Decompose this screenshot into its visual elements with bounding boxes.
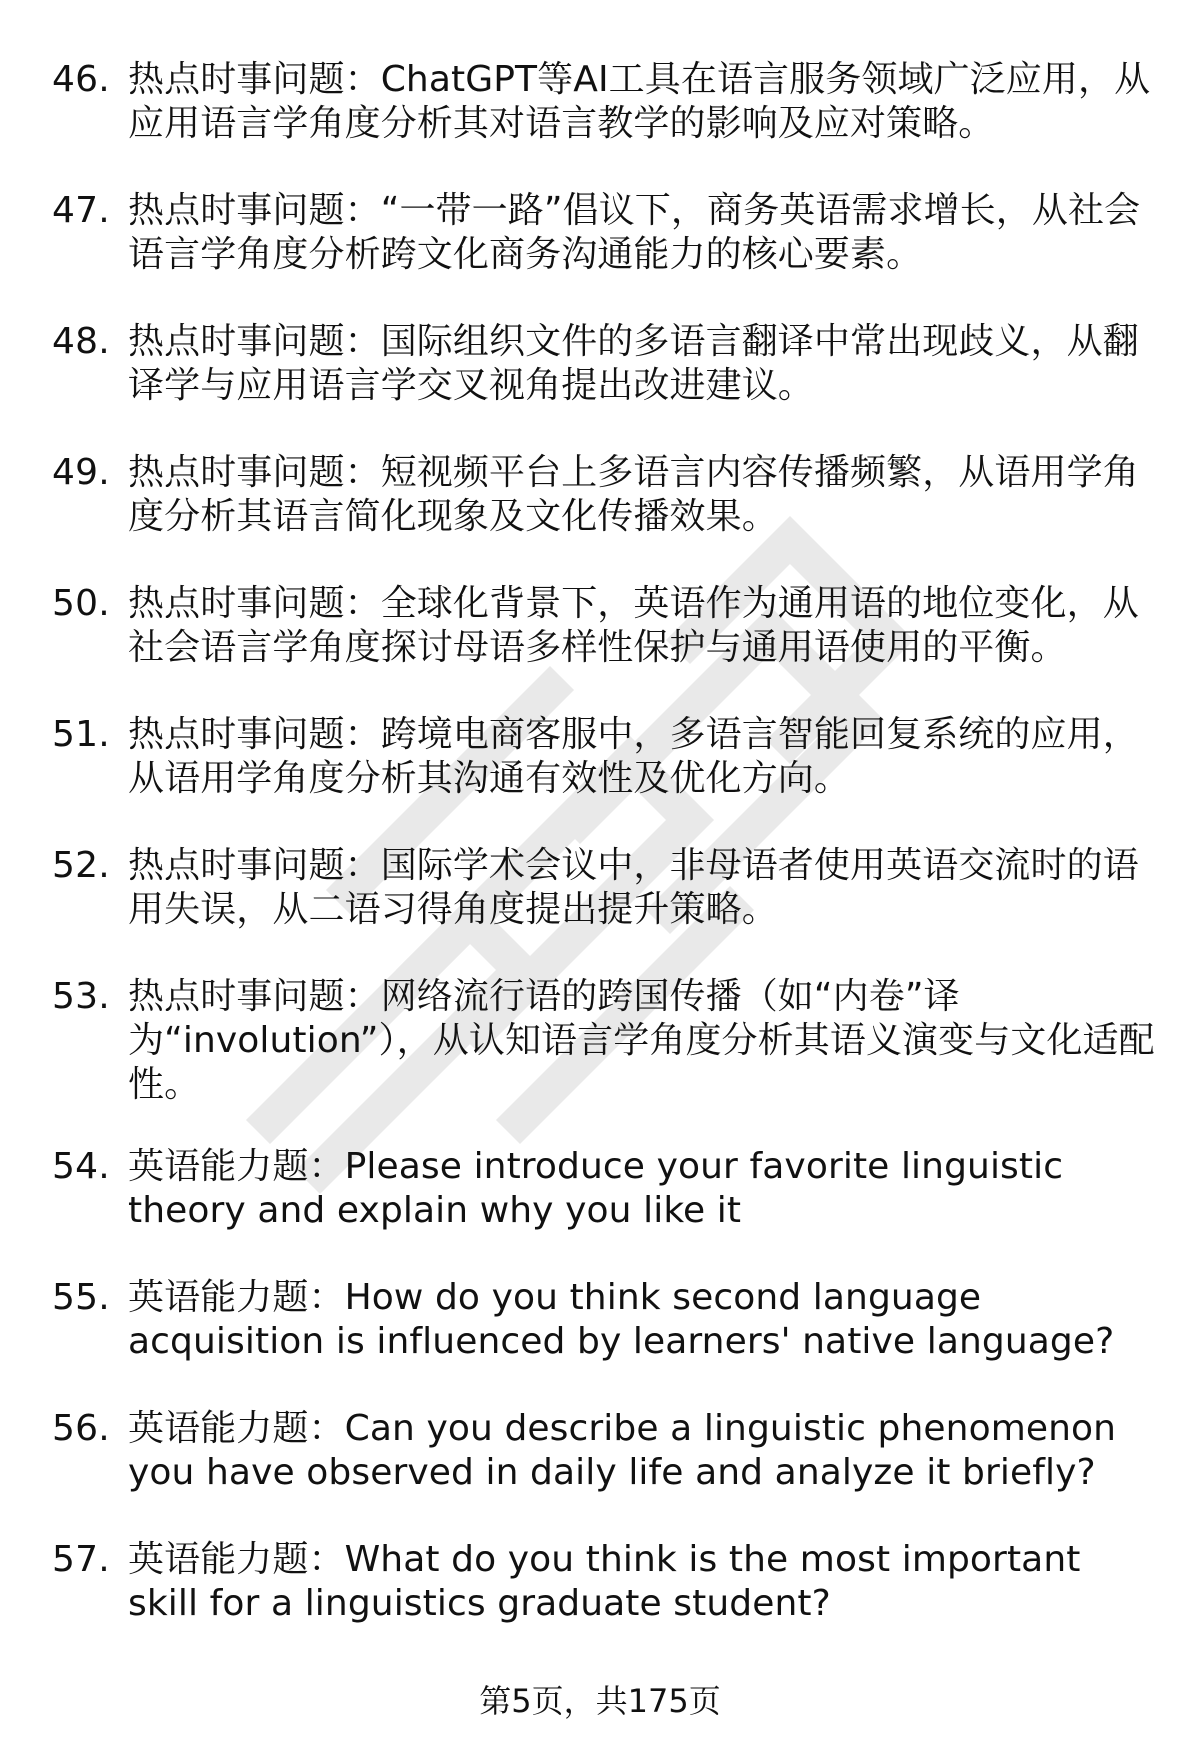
question-text: 热点时事问题：网络流行语的跨国传播（如“内卷”译为“involution”），从认知语言学角度分析其语义演变与文化适配性。	[128, 976, 1155, 1105]
question-number: 55.	[52, 1277, 110, 1318]
question-item-50	[52, 582, 1157, 670]
question-text: 热点时事问题：ChatGPT等AI工具在语言服务领域广泛应用，从应用语言学角度分析其对语言教学的影响及应对策略。	[128, 59, 1151, 144]
question-item-48	[52, 320, 1157, 408]
question-item-54	[52, 1145, 1157, 1233]
question-number: 48.	[52, 321, 110, 362]
question-item-46	[52, 58, 1157, 146]
question-text: 英语能力题：Can you describe a linguistic phenomenon you have observed in daily life and analyze it briefly?	[128, 1408, 1117, 1493]
question-text: 英语能力题：What do you think is the most important skill for a linguistics graduate student?	[128, 1539, 1081, 1624]
question-item-55	[52, 1276, 1157, 1364]
question-number: 51.	[52, 714, 110, 755]
question-list	[52, 58, 1157, 1669]
question-text: 热点时事问题：“一带一路”倡议下，商务英语需求增长，从社会语言学角度分析跨文化商务沟通能力的核心要素。	[128, 190, 1141, 275]
question-text: 热点时事问题：短视频平台上多语言内容传播频繁，从语用学角度分析其语言简化现象及文化传播效果。	[128, 452, 1139, 537]
question-number: 47.	[52, 190, 110, 231]
question-item-56	[52, 1407, 1157, 1495]
page-number-footer: 第5页，共175页	[479, 1682, 721, 1720]
question-text: 热点时事问题：全球化背景下，英语作为通用语的地位变化，从社会语言学角度探讨母语多样性保护与通用语使用的平衡。	[128, 583, 1139, 668]
question-text: 热点时事问题：跨境电商客服中，多语言智能回复系统的应用，从语用学角度分析其沟通有效性及优化方向。	[128, 714, 1139, 799]
question-number: 53.	[52, 976, 110, 1017]
question-item-57	[52, 1538, 1157, 1626]
question-text: 热点时事问题：国际组织文件的多语言翻译中常出现歧义，从翻译学与应用语言学交叉视角提出改进建议。	[128, 321, 1139, 406]
question-number: 50.	[52, 583, 110, 624]
question-text: 热点时事问题：国际学术会议中，非母语者使用英语交流时的语用失误，从二语习得角度提出提升策略。	[128, 845, 1139, 930]
question-item-47	[52, 189, 1157, 277]
question-item-49	[52, 451, 1157, 539]
question-number: 54.	[52, 1146, 110, 1187]
question-text: 英语能力题：How do you think second language acquisition is influenced by learners' native language?	[128, 1277, 1115, 1362]
question-number: 52.	[52, 845, 110, 886]
question-number: 57.	[52, 1539, 110, 1580]
question-text: 英语能力题：Please introduce your favorite linguistic theory and explain why you like it	[128, 1146, 1064, 1231]
question-number: 49.	[52, 452, 110, 493]
question-item-52	[52, 844, 1157, 932]
question-number: 56.	[52, 1408, 110, 1449]
question-number: 46.	[52, 59, 110, 100]
question-item-53	[52, 975, 1157, 1107]
question-item-51	[52, 713, 1157, 801]
